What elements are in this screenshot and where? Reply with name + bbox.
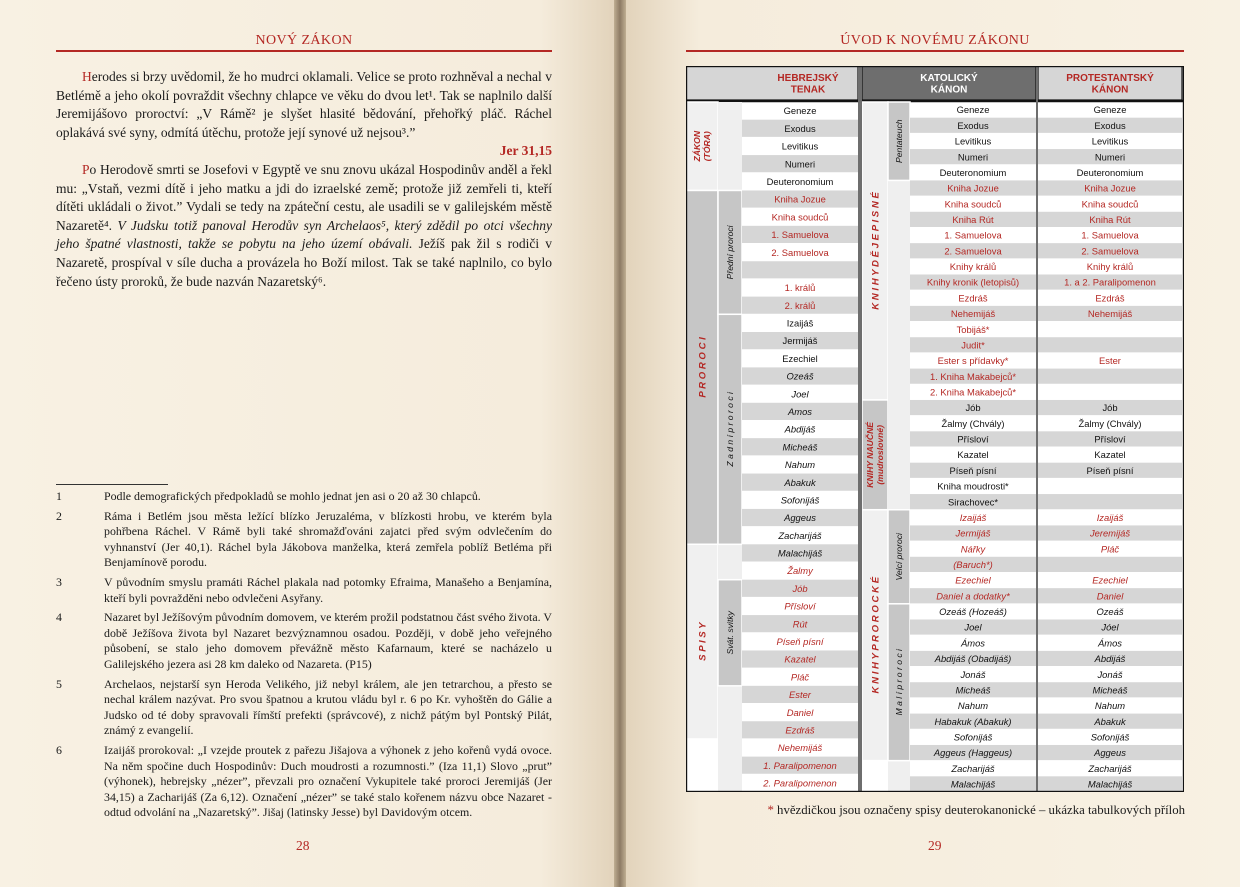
catholic-book: Nehemijáš [950, 308, 996, 320]
catholic-book: Tobijáš* [956, 323, 990, 335]
footnote [56, 743, 552, 821]
catholic-book: 1. Kniha Makabejců* [930, 370, 1016, 382]
footnote [56, 489, 552, 505]
catholic-book: Exodus [957, 119, 989, 131]
column-separator-left [858, 66, 862, 792]
protestant-book: 1. a 2. Paralipomenon [1064, 276, 1156, 288]
canon-table-graphic [686, 66, 1184, 792]
protestant-book: Exodus [1094, 119, 1126, 131]
protestant-book: Geneze [1093, 104, 1127, 116]
protestant-book: Daniel [1096, 590, 1124, 602]
protestant-book: 2. Samuelova [1081, 245, 1139, 257]
hebrew-book: Amos [788, 406, 812, 418]
header-rule-right [686, 50, 1184, 52]
footnote-text: Podle demografických předpokladů se mohlo jednat jen asi o 20 až 30 chlapců. [104, 489, 481, 503]
catholic-book: Sirachovec* [947, 496, 999, 508]
running-head-left: NOVÝ ZÁKON [255, 33, 353, 48]
hebrew-book: Rút [792, 618, 808, 630]
hebrew-book: 2. králů [784, 299, 816, 311]
protestant-book: Pláč [1100, 543, 1120, 555]
hebrew-book: Kniha Jozue [774, 193, 826, 205]
hebrew-book: Deuteronomium [766, 176, 834, 188]
star-marker: * [767, 803, 774, 817]
catholic-book: Ezechiel [955, 574, 991, 586]
catholic-book: Daniel a dodatky* [936, 590, 1010, 602]
page-number-right: 29 [928, 838, 942, 853]
hebrew-book: Zacharijáš [778, 529, 822, 541]
catholic-book: Žalmy (Chvály) [941, 417, 1005, 429]
hebrew-group-label: P R O R O C I [697, 337, 709, 398]
paragraph-1-text: erodes si brzy uvědomil, že ho mudrci oklamali. Velice se proto rozhněval a nechal v Betlémě a jeho okolí povraždit všechny chlapce ve věku do dvou let¹. Tak se naplnilo další Jeremijášovo proroctví: „V Rámě² je slyšet hlasité bědování, přehořký pláč. Ráchel oplakává své syny, odmítá útěchu, protože její synové už nejsou³.” [56, 69, 552, 140]
catholic-book: Kazatel [957, 449, 989, 461]
main-text [56, 68, 552, 291]
protestant-book: Ozeáš [1096, 606, 1124, 618]
protestant-book: 1. Samuelova [1081, 229, 1139, 241]
protestant-book: Kniha Rút [1089, 214, 1131, 226]
footnote-text: Ráma i Betlém jsou města ležící blízko Jeruzaléma, v blízkosti hrobu, ve kterém byla pohřbena Ráchel. V Rámě byli také shromažďováni zajatci před svým odvlečením do vyhnanství (Jer 40,1). Ráchel byla Jákobova manželka, která zemřela poblíž Betléma při Benjamínově porodu. [104, 508, 552, 570]
protestant-book: Kazatel [1094, 449, 1126, 461]
protestant-book: Numeri [1094, 151, 1126, 163]
catholic-group-label: K N I H Y D Ě J E P I S N É [870, 192, 882, 310]
protestant-row-shade [1038, 557, 1182, 573]
catholic-subgroup-label: Pentateuch [894, 119, 905, 163]
footnote-text: Izaijáš prorokoval: „I vzejde proutek z pařezu Jišajova a výhonek z jeho kořenů vydá ovoce. Na něm spočine duch Hospodinův: Duch moudrosti a rozumnosti.” (Iza 11,1) Slovo „prut” (výhonek), hebrejsky „nézer”, převzali pro označení Vykupitele také proroci Jeremijáš (Jer 34,15) a Zacharijáš (Za 6,12). Označení „nézer” se také stalo kořenem názvu obce Nazaret - odtud odvolání na „Nazaretský”. Jišaj (latinsky Jesse) byl Davidovým otcem. [104, 742, 552, 820]
hebrew-book: 2. Paralipomenon [763, 777, 837, 789]
catholic-book: Přísloví [957, 433, 989, 445]
footnote-number: 6 [56, 742, 62, 757]
hebrew-book: Geneze [783, 105, 817, 117]
hebrew-book: Kazatel [784, 653, 816, 665]
hebrew-book: Malachijáš [777, 547, 823, 559]
catholic-group-label: K N I H Y P R O R O C K É [870, 576, 882, 694]
catholic-book: Zacharijáš [951, 762, 995, 774]
protestant-book: Jób [1102, 402, 1118, 414]
catholic-book: Geneze [956, 104, 990, 116]
hebrew-book: 1. králů [784, 282, 816, 294]
catholic-book: Ámos [961, 637, 985, 649]
running-head-right: ÚVOD K NOVÉMU ZÁKONU [840, 33, 1030, 48]
catholic-book: Joel [964, 621, 982, 633]
protestant-row-shade [1038, 337, 1182, 353]
protestant-book: Abdijáš [1094, 653, 1126, 665]
hebrew-book: Ozeáš [786, 370, 814, 382]
hebrew-book: Jób [792, 582, 808, 594]
hebrew-book: Ezdráš [785, 724, 815, 736]
column-separator-right [1036, 66, 1038, 792]
protestant-book: Kniha soudců [1081, 198, 1139, 210]
hebrew-row-shade [742, 261, 858, 279]
hebrew-book: Sofonijáš [780, 494, 820, 506]
hebrew-book: Píseň písní [776, 636, 824, 648]
catholic-book: Jób [965, 402, 981, 414]
hebrew-book: Jermijáš [782, 335, 818, 347]
catholic-book: Micheáš [955, 684, 991, 696]
protestant-book: Kniha Jozue [1084, 182, 1136, 194]
footnote-number: 5 [56, 676, 62, 691]
footnote-text: Nazaret byl Ježíšovým původním domovem, ve kterém prožil podstatnou část svého života. V době Ježíšova života byl Nazaret bezvýznamnou osadou. Později, v době jeho veřejného působení, se stalo jeho domovem převážně město Kafarnaum, které se nacházelo u Galilejského jezera asi 28 km daleko od Nazareta. (P15) [104, 610, 552, 671]
hebrew-book: 2. Samuelova [771, 246, 829, 258]
hebrew-subgroup-label: Svát. svitky [725, 611, 736, 655]
protestant-book: Malachijáš [1087, 778, 1133, 790]
hebrew-book: Izaijáš [786, 317, 814, 329]
hebrew-book: Daniel [786, 706, 814, 718]
protestant-book: Abakuk [1094, 715, 1126, 727]
protestant-row-shade [1038, 369, 1182, 385]
catholic-book: Ester s přídavky* [937, 355, 1009, 367]
protestant-book: Ester [1099, 355, 1121, 367]
catholic-book: Judit* [961, 339, 985, 351]
hebrew-book: Abdijáš [784, 423, 816, 435]
protestant-book: Ezechiel [1092, 574, 1128, 586]
protestant-book: Jeremijáš [1089, 527, 1131, 539]
hebrew-book: Pláč [790, 671, 810, 683]
catholic-book: Knihy kronik (letopisů) [926, 276, 1020, 288]
protestant-book: Zacharijáš [1088, 762, 1132, 774]
protestant-book: Ámos [1098, 637, 1122, 649]
catholic-book: Ozeáš (Hozeáš) [939, 606, 1007, 618]
footnote-number: 1 [56, 489, 62, 503]
catholic-book: Kniha soudců [944, 198, 1002, 210]
footnote-rule [56, 484, 168, 485]
hebrew-book: Přísloví [784, 600, 816, 612]
catholic-book: Jermijáš [955, 527, 991, 539]
protestant-book: Sofonijáš [1090, 731, 1130, 743]
hebrew-book: 1. Paralipomenon [763, 759, 837, 771]
protestant-book: Aggeus [1094, 747, 1126, 759]
catholic-book: Numeri [957, 151, 989, 163]
catholic-book: Nahum [957, 700, 989, 712]
catholic-book: 2. Samuelova [944, 245, 1002, 257]
protestant-book: Nahum [1094, 700, 1126, 712]
paragraph-1-initial: H [82, 69, 92, 84]
catholic-book: Izaijáš [959, 511, 987, 523]
hebrew-book: Aggeus [784, 512, 816, 524]
hebrew-book: Abakuk [784, 476, 816, 488]
protestant-book: Levitikus [1091, 135, 1129, 147]
header-rule-left [56, 50, 552, 52]
catholic-book: Kniha Rút [952, 214, 994, 226]
protestant-book: Jonáš [1097, 668, 1123, 680]
paragraph-2 [56, 161, 552, 291]
hebrew-group-label: S P I S Y [697, 622, 709, 661]
catholic-group-label: KNIHY NAUČNÉ(mudroslovné) [865, 421, 885, 488]
hebrew-book: Ezechiel [782, 352, 818, 364]
hebrew-group-label: ZÁKON(TÓRA) [692, 130, 712, 162]
catholic-subgroup-label: M a l í p r o r o c i [894, 649, 905, 716]
catholic-book: Kniha moudrosti* [937, 480, 1009, 492]
catholic-book: Sofonijáš [953, 731, 993, 743]
protestant-book: Nehemijáš [1087, 308, 1133, 320]
catholic-book: Malachijáš [950, 778, 996, 790]
hebrew-subgroup-label: Přední proroci [725, 225, 736, 280]
footnote-number: 4 [56, 610, 62, 625]
protestant-book: Píseň písní [1086, 464, 1134, 476]
paragraph-1 [56, 68, 552, 161]
header-protestant-label: PROTESTANTSKÝ KÁNON [1066, 72, 1154, 96]
catholic-book: Abdijáš (Obadijáš) [934, 653, 1012, 665]
catholic-book: Knihy králů [949, 261, 997, 273]
catholic-book: Píseň písní [949, 464, 997, 476]
catholic-book: Deuteronomium [939, 166, 1007, 178]
hebrew-book: 1. Samuelova [771, 229, 829, 241]
hebrew-book: Nahum [784, 459, 816, 471]
catholic-book: (Baruch*) [953, 559, 993, 571]
footnote [56, 575, 552, 606]
catholic-book: Ezdráš [958, 292, 988, 304]
protestant-book: Deuteronomium [1076, 166, 1144, 178]
footnote [56, 677, 552, 739]
protestant-row-shade [1038, 494, 1182, 510]
header-catholic-label: KATOLICKÝ KÁNON [920, 72, 978, 96]
footnote [56, 610, 552, 672]
catholic-subgroup-label: Velcí proroci [894, 533, 905, 581]
catholic-book: Nářky [960, 543, 986, 555]
hebrew-book: Exodus [784, 122, 816, 134]
catholic-book: Aggeus (Haggeus) [933, 747, 1013, 759]
hebrew-book: Ester [789, 689, 811, 701]
catholic-book: 1. Samuelova [944, 229, 1002, 241]
book-spine [614, 0, 626, 887]
catholic-book: 2. Kniha Makabejců* [930, 386, 1016, 398]
verse-reference: Jer 31,15 [499, 143, 552, 159]
protestant-book: Izaijáš [1096, 511, 1124, 523]
footnotes [56, 489, 552, 825]
hebrew-subgroup-label: Z a d n í p r o r o c i [725, 392, 736, 467]
protestant-book: Přísloví [1094, 433, 1126, 445]
header-hebrew-label: HEBREJSKÝ TENAK [777, 72, 839, 96]
hebrew-book: Levitikus [781, 140, 819, 152]
footnote [56, 509, 552, 571]
paragraph-2-rest: Ježíš pak žil s rodiči v Nazaretě, prospíval v síle ducha a provázela ho Boží milost. Tak se také naplnilo, co bylo řečeno ústy proroků, že bude nazván Nazaretský⁶. [56, 236, 552, 289]
protestant-book: Micheáš [1092, 684, 1128, 696]
catholic-book: Habakuk (Abakuk) [934, 715, 1012, 727]
page-number-left: 28 [296, 838, 310, 853]
table-footnote [685, 803, 1185, 818]
catholic-book: Jonáš [960, 668, 986, 680]
hebrew-book: Kniha soudců [771, 211, 829, 223]
footnote-number: 2 [56, 508, 62, 523]
table-footnote-text: hvězdičkou jsou označeny spisy deuterokanonické – ukázka tabulkových příloh [773, 803, 1185, 817]
footnote-number: 3 [56, 574, 62, 589]
protestant-book: Knihy králů [1086, 261, 1134, 273]
catholic-book: Kniha Jozue [947, 182, 999, 194]
protestant-book: Jóel [1101, 621, 1119, 633]
hebrew-book: Nehemijáš [777, 742, 823, 754]
paragraph-2-text: o Herodově smrti se Josefovi v Egyptě ve snu znovu ukázal Hospodinův anděl a řekl mu: „Vstaň, vezmi dítě i jeho matku a jdi do izraelské země; protože již zemřeli ti, kteří dítěti ukládali o život.” Vydali se tedy na zpáteční cestu, ale usadili se v galilejském městě Nazaretě⁴. [56, 161, 552, 233]
paragraph-2-italic: V Judsku totiž panoval Herodův syn Archelaos⁵, který zdědil po otci všechny jeho špatné vlastnosti, takže se pobytu na jeho území obávali. [56, 217, 552, 252]
hebrew-book: Micheáš [782, 441, 818, 453]
hebrew-book: Žalmy [787, 565, 813, 577]
protestant-book: Žalmy (Chvály) [1078, 417, 1142, 429]
footnote-text: Archelaos, nejstarší syn Heroda Velikého, již nebyl králem, ale jen tetrarchou, a přesto se nechal králem nazývat. Pro svou špatnou a krutou vládu byl r. 6 po Kr. vyhoštěn do Gálie a Judsko od té doby spravovali římští prefekti (správcové), z nichž pátým byl Pontský Pilát, známý z evangelií. [104, 676, 552, 738]
catholic-book: Levitikus [954, 135, 992, 147]
paragraph-2-initial: P [82, 161, 90, 177]
canon-comparison-table [686, 66, 1184, 792]
left-page [0, 0, 614, 887]
protestant-book: Ezdráš [1095, 292, 1125, 304]
footnote-text: V původním smyslu pramáti Ráchel plakala nad potomky Efraima, Manašeho a Benjamína, kteří byli povražděni nebo odvlečeni Asyřany. [104, 574, 552, 605]
hebrew-book: Numeri [784, 158, 816, 170]
hebrew-book: Joel [791, 388, 809, 400]
